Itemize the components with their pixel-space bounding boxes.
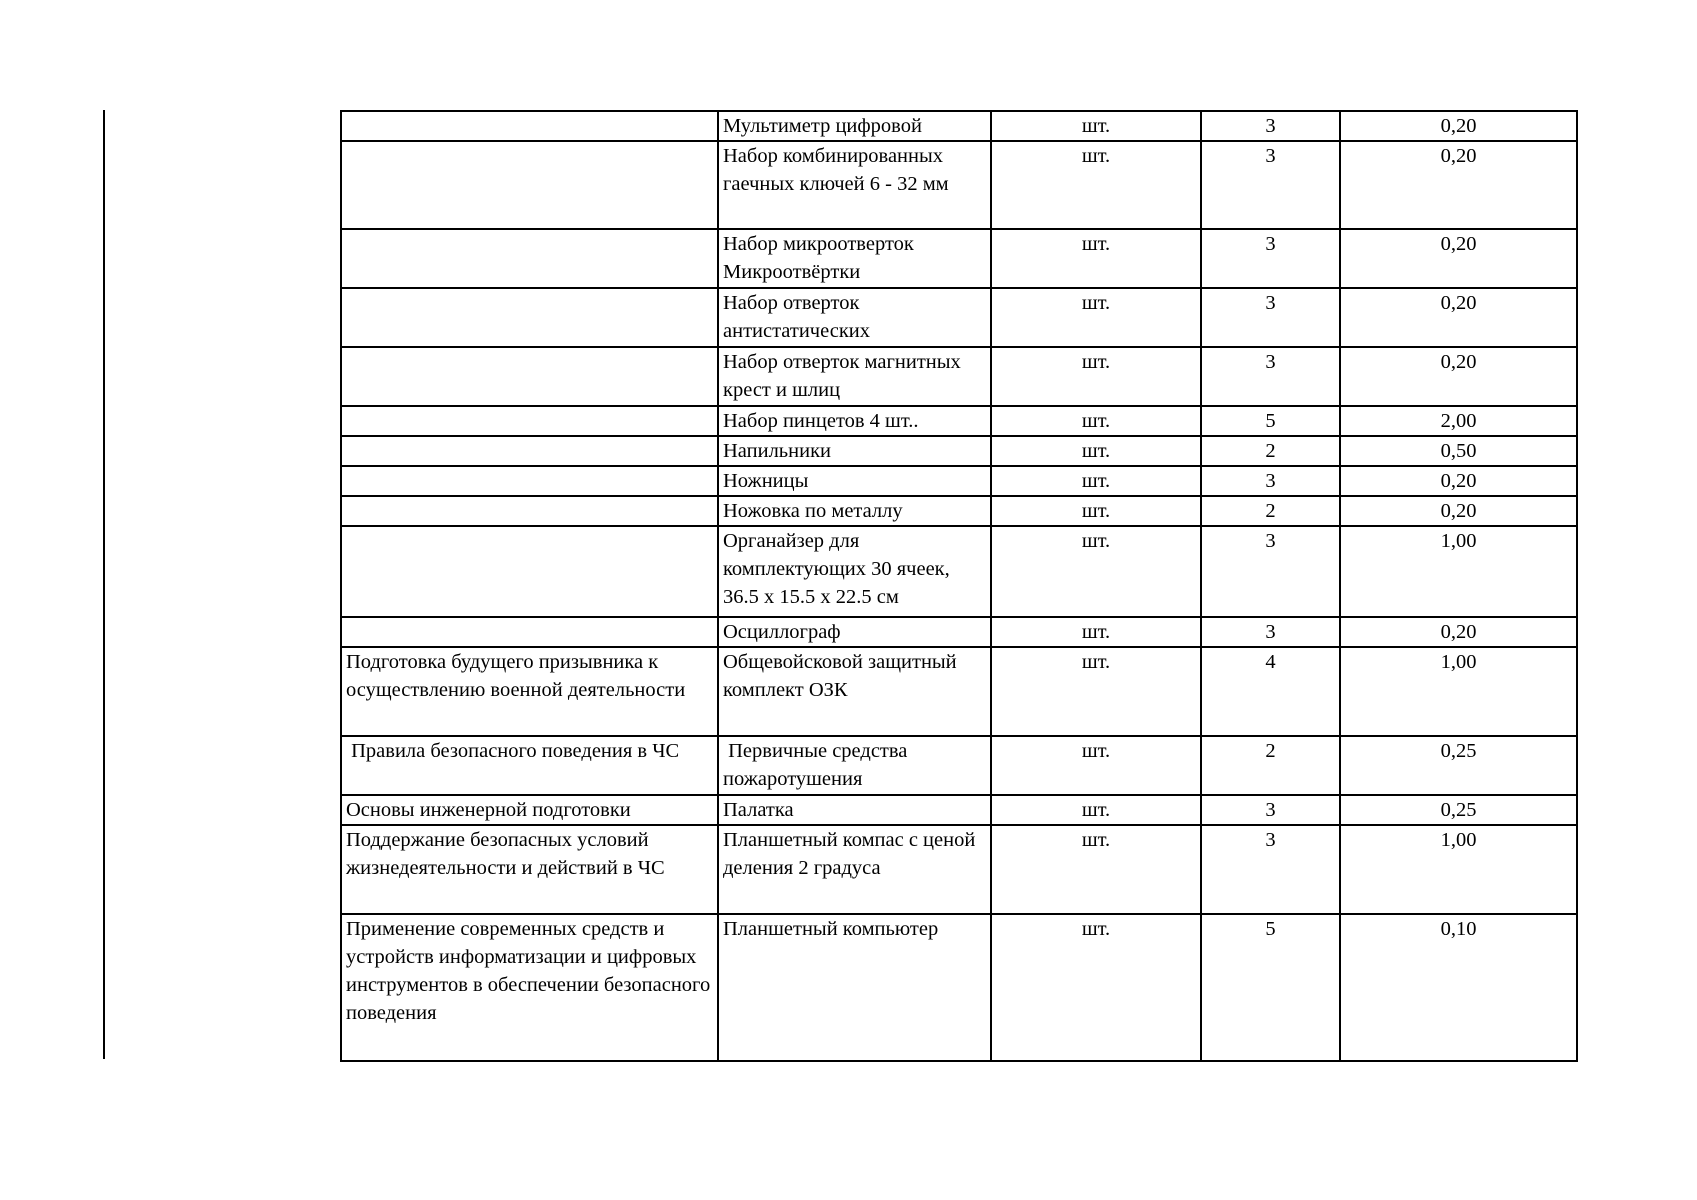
unit-cell: шт.: [991, 647, 1201, 736]
unit-cell: шт.: [991, 347, 1201, 406]
table-row: [341, 406, 1577, 436]
quantity-cell: 5: [1201, 914, 1340, 1061]
unit-cell: шт.: [991, 617, 1201, 647]
left-margin-rule: [103, 110, 105, 1059]
topic-cell: Основы инженерной подготовки: [341, 795, 718, 825]
item-name-cell: Набор пинцетов 4 шт..: [718, 406, 991, 436]
table-row: [341, 526, 1577, 617]
table-row: [341, 647, 1577, 736]
item-name-cell: Палатка: [718, 795, 991, 825]
item-name-cell: Органайзер для комплектующих 30 ячеек, 36.5 x 15.5 x 22.5 см: [718, 526, 991, 617]
item-name-cell: Первичные средства пожаротушения: [718, 736, 991, 795]
table-row: [341, 111, 1577, 141]
topic-cell: [341, 466, 718, 496]
topic-cell: Применение современных средств и устройств информатизации и цифровых инструментов в обеспечении безопасного поведения: [341, 914, 718, 1061]
unit-cell: шт.: [991, 914, 1201, 1061]
quantity-cell: 3: [1201, 347, 1340, 406]
quantity-cell: 5: [1201, 406, 1340, 436]
item-name-cell: Набор отверток антистатических: [718, 288, 991, 347]
quantity-cell: 3: [1201, 229, 1340, 288]
table-row: [341, 229, 1577, 288]
unit-cell: шт.: [991, 795, 1201, 825]
value-cell: 1,00: [1340, 526, 1577, 617]
value-cell: 0,50: [1340, 436, 1577, 466]
value-cell: 0,25: [1340, 736, 1577, 795]
table-row: [341, 914, 1577, 1061]
unit-cell: шт.: [991, 288, 1201, 347]
unit-cell: шт.: [991, 466, 1201, 496]
quantity-cell: 3: [1201, 617, 1340, 647]
topic-cell: Поддержание безопасных условий жизнедеятельности и действий в ЧС: [341, 825, 718, 914]
value-cell: 0,20: [1340, 347, 1577, 406]
quantity-cell: 4: [1201, 647, 1340, 736]
value-cell: 0,20: [1340, 617, 1577, 647]
item-name-cell: Набор микроотверток Микроотвёртки: [718, 229, 991, 288]
table-row: [341, 141, 1577, 229]
equipment-table: [340, 110, 1578, 1062]
topic-cell: [341, 406, 718, 436]
table-row: [341, 466, 1577, 496]
unit-cell: шт.: [991, 526, 1201, 617]
topic-cell: Подготовка будущего призывника к осуществлению военной деятельности: [341, 647, 718, 736]
topic-cell: [341, 111, 718, 141]
value-cell: 0,25: [1340, 795, 1577, 825]
quantity-cell: 3: [1201, 111, 1340, 141]
quantity-cell: 3: [1201, 466, 1340, 496]
item-name-cell: Набор отверток магнитных крест и шлиц: [718, 347, 991, 406]
topic-cell: Правила безопасного поведения в ЧС: [341, 736, 718, 795]
value-cell: 0,20: [1340, 496, 1577, 526]
table-row: [341, 617, 1577, 647]
unit-cell: шт.: [991, 436, 1201, 466]
table-row: [341, 436, 1577, 466]
table-row: [341, 795, 1577, 825]
value-cell: 2,00: [1340, 406, 1577, 436]
value-cell: 0,20: [1340, 111, 1577, 141]
quantity-cell: 3: [1201, 825, 1340, 914]
topic-cell: [341, 347, 718, 406]
quantity-cell: 3: [1201, 526, 1340, 617]
topic-cell: [341, 229, 718, 288]
item-name-cell: Общевойсковой защитный комплект ОЗК: [718, 647, 991, 736]
item-name-cell: Мультиметр цифровой: [718, 111, 991, 141]
quantity-cell: 3: [1201, 795, 1340, 825]
topic-cell: [341, 496, 718, 526]
topic-cell: [341, 436, 718, 466]
topic-cell: [341, 617, 718, 647]
item-name-cell: Ножовка по металлу: [718, 496, 991, 526]
item-name-cell: Планшетный компьютер: [718, 914, 991, 1061]
value-cell: 1,00: [1340, 647, 1577, 736]
quantity-cell: 2: [1201, 736, 1340, 795]
unit-cell: шт.: [991, 406, 1201, 436]
unit-cell: шт.: [991, 496, 1201, 526]
value-cell: 1,00: [1340, 825, 1577, 914]
item-name-cell: Напильники: [718, 436, 991, 466]
item-name-cell: Планшетный компас с ценой деления 2 градуса: [718, 825, 991, 914]
table-row: [341, 736, 1577, 795]
value-cell: 0,10: [1340, 914, 1577, 1061]
item-name-cell: Ножницы: [718, 466, 991, 496]
value-cell: 0,20: [1340, 466, 1577, 496]
quantity-cell: 2: [1201, 436, 1340, 466]
quantity-cell: 2: [1201, 496, 1340, 526]
unit-cell: шт.: [991, 229, 1201, 288]
table-row: [341, 347, 1577, 406]
value-cell: 0,20: [1340, 229, 1577, 288]
unit-cell: шт.: [991, 141, 1201, 229]
item-name-cell: Набор комбинированных гаечных ключей 6 - 32 мм: [718, 141, 991, 229]
quantity-cell: 3: [1201, 141, 1340, 229]
unit-cell: шт.: [991, 111, 1201, 141]
value-cell: 0,20: [1340, 141, 1577, 229]
topic-cell: [341, 526, 718, 617]
unit-cell: шт.: [991, 825, 1201, 914]
quantity-cell: 3: [1201, 288, 1340, 347]
value-cell: 0,20: [1340, 288, 1577, 347]
item-name-cell: Осциллограф: [718, 617, 991, 647]
topic-cell: [341, 141, 718, 229]
table-row: [341, 496, 1577, 526]
unit-cell: шт.: [991, 736, 1201, 795]
table-row: [341, 288, 1577, 347]
table-row: [341, 825, 1577, 914]
topic-cell: [341, 288, 718, 347]
